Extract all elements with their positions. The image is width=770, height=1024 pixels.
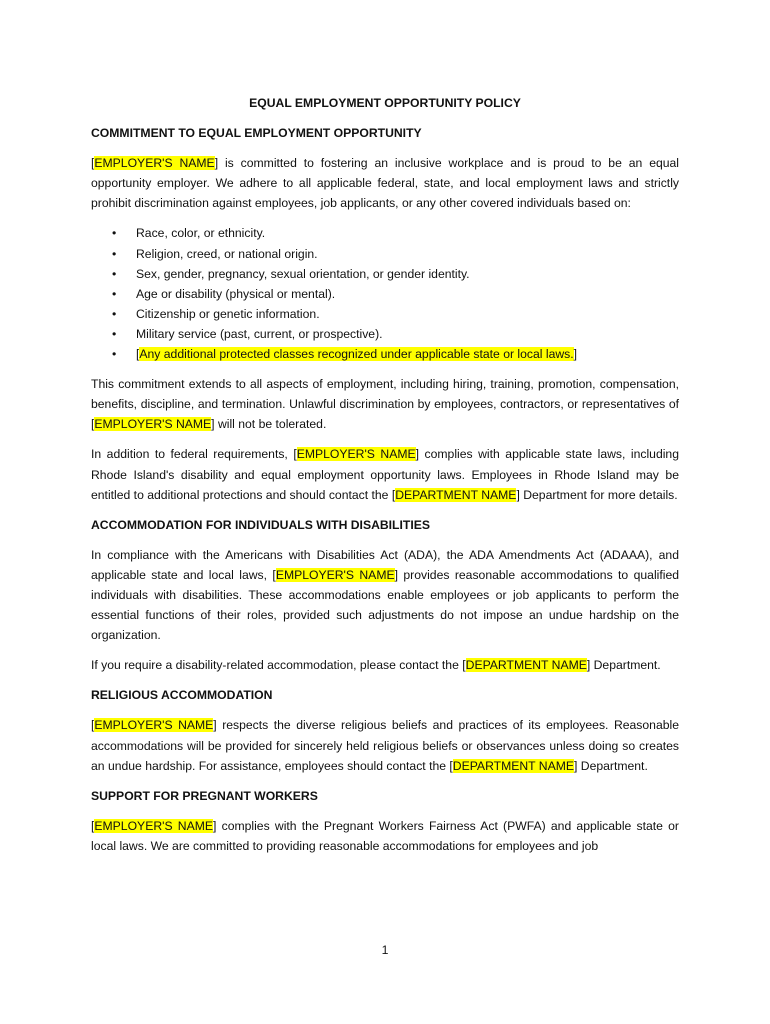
bracket-open: [ [91, 818, 95, 833]
paragraph-text: ] complies with the Pregnant Workers Fairness Act (PWFA) and applicable state or local laws. We are committed to providing reasonable accommodations for employees and job [91, 818, 679, 853]
employer-name-placeholder[interactable]: EMPLOYER'S NAME [296, 447, 416, 462]
employer-name-placeholder[interactable]: EMPLOYER'S NAME [94, 818, 213, 833]
list-item-text: Age or disability (physical or mental). [136, 286, 336, 301]
list-item [91, 284, 679, 304]
bullet-icon: • [112, 226, 117, 241]
bullet-icon: • [112, 347, 117, 362]
section-heading-pregnant: SUPPORT FOR PREGNANT WORKERS [91, 788, 318, 803]
paragraph-text: ] respects the diverse religious beliefs and practices of its employees. Reasonable accommodations will be provided for sincerely held religious beliefs or observances unless doing so creates an undue hardship. For assistance, employees should contact the [ [91, 718, 679, 773]
paragraph-text: ] is committed to fostering an inclusive workplace and is proud to be an equal opportunity employer. We adhere to all applicable federal, state, and local employment laws and strictly prohibit discrimination against employees, job applicants, or any other covered individuals based on: [91, 156, 680, 211]
bracket-close: ] [573, 347, 578, 362]
section-heading-commitment: COMMITMENT TO EQUAL EMPLOYMENT OPPORTUNITY [91, 126, 422, 141]
employer-name-placeholder[interactable]: EMPLOYER'S NAME [94, 417, 212, 432]
bullet-icon: • [112, 326, 117, 341]
additional-classes-placeholder[interactable]: Any additional protected classes recognized under applicable state or local laws. [139, 347, 574, 362]
bullet-icon: • [112, 246, 117, 261]
page-number: 1 [381, 943, 389, 957]
disabilities-paragraph-1 [91, 545, 679, 645]
paragraph-text: ] Department. [586, 658, 661, 673]
list-item [91, 324, 679, 344]
document-title: EQUAL EMPLOYMENT OPPORTUNITY POLICY [249, 96, 521, 110]
list-item [91, 304, 679, 324]
pregnant-paragraph-1 [91, 816, 679, 856]
commitment-paragraph-2 [91, 374, 679, 434]
paragraph-text: ] Department for more details. [516, 487, 678, 502]
paragraph-text: If you require a disability-related accommodation, please contact the [ [91, 658, 466, 673]
department-name-placeholder[interactable]: DEPARTMENT NAME [452, 758, 574, 773]
paragraph-text: This commitment extends to all aspects of employment, including hiring, training, promotion, compensation, benefits, discipline, and termination. Unlawful discrimination by employees, contractors, or representatives of [ [91, 377, 679, 432]
bracket-open: [ [91, 718, 95, 733]
department-name-placeholder[interactable]: DEPARTMENT NAME [465, 658, 587, 673]
paragraph-text: In compliance with the Americans with Disabilities Act (ADA), the ADA Amendments Act (ADAAA), and applicable state and local laws, [ [91, 547, 679, 582]
bullet-icon: • [112, 286, 117, 301]
employer-name-placeholder[interactable]: EMPLOYER'S NAME [94, 156, 215, 171]
paragraph-text: ] will not be tolerated. [211, 417, 327, 432]
department-name-placeholder[interactable]: DEPARTMENT NAME [395, 487, 517, 502]
section-heading-disabilities: ACCOMMODATION FOR INDIVIDUALS WITH DISABILITIES [91, 517, 430, 532]
commitment-paragraph-3 [91, 444, 679, 504]
commitment-paragraph-1 [91, 153, 679, 213]
bracket-open: [ [91, 156, 95, 171]
section-heading-religious: RELIGIOUS ACCOMMODATION [91, 688, 273, 703]
list-item-text: Race, color, or ethnicity. [136, 226, 266, 241]
list-item-text: Religion, creed, or national origin. [136, 246, 318, 261]
list-item [91, 244, 679, 264]
bullet-icon: • [112, 266, 117, 281]
bullet-icon: • [112, 306, 117, 321]
list-item [91, 223, 679, 243]
religious-paragraph-1 [91, 715, 679, 775]
employer-name-placeholder[interactable]: EMPLOYER'S NAME [94, 718, 214, 733]
list-item-text: Sex, gender, pregnancy, sexual orientation, or gender identity. [136, 266, 470, 281]
paragraph-text: In addition to federal requirements, [ [91, 447, 297, 462]
list-item-text: Military service (past, current, or prospective). [136, 326, 383, 341]
paragraph-text: ] complies with applicable state laws, including Rhode Island's disability and equal employment opportunity laws. Employees in Rhode Island may be entitled to additional protections and should contact the [ [91, 447, 679, 502]
employer-name-placeholder[interactable]: EMPLOYER'S NAME [275, 567, 395, 582]
bracket-open: [ [136, 347, 140, 362]
disabilities-paragraph-2 [91, 655, 679, 675]
protected-classes-list [91, 223, 679, 364]
paragraph-text: ] provides reasonable accommodations to qualified individuals with disabilities. These accommodations enable employees or job applicants to perform the essential functions of their roles, provided such adjustments do not impose an undue hardship on the organization. [91, 567, 680, 643]
paragraph-text: ] Department. [574, 758, 648, 773]
list-item [91, 344, 679, 364]
list-item-text: Citizenship or genetic information. [136, 306, 320, 321]
list-item [91, 264, 679, 284]
